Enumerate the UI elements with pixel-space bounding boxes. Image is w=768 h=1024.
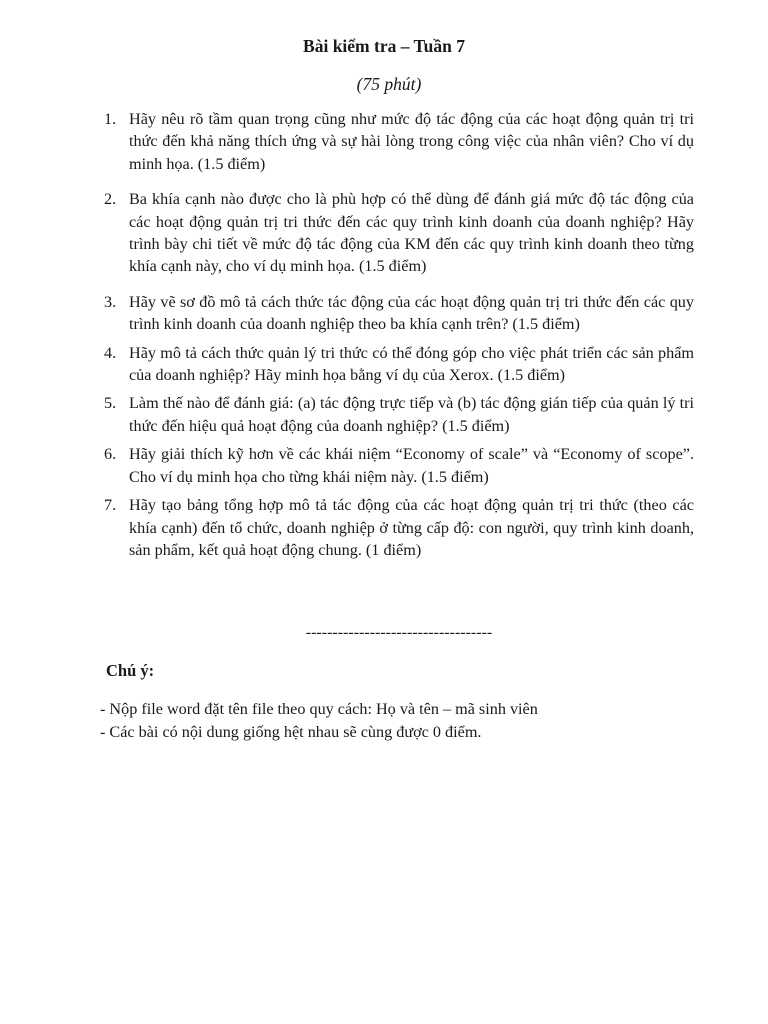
section-separator: -----------------------------------	[305, 624, 493, 641]
question-item	[98, 188, 694, 278]
question-item	[98, 108, 694, 175]
question-number: 6.	[104, 445, 117, 464]
page-subtitle: (75 phút)	[356, 74, 422, 94]
question-text: Hãy nêu rõ tầm quan trọng cũng như mức độ tác động của các hoạt động quản trị tri thức đến khả năng thích ứng và sự hài lòng trong công việc của nhân viên? Cho ví dụ minh họa. (1.5 điểm)	[129, 110, 694, 173]
question-number: 7.	[104, 496, 117, 515]
note-item: - Nộp file word đặt tên file theo quy cách: Họ và tên – mã sinh viên	[100, 700, 538, 718]
question-text: Hãy tạo bảng tổng hợp mô tả tác động của các hoạt động quản trị tri thức (theo các khía cạnh) đến tổ chức, doanh nghiệp ở từng cấp độ: con người, quy trình kinh doanh, sản phẩm, kết quả hoạt động chung. (1 điểm)	[129, 496, 694, 559]
question-text: Hãy giải thích kỹ hơn về các khái niệm “Economy of scale” và “Economy of scope”. Cho ví dụ minh họa cho từng khái niệm này. (1.5 điểm)	[129, 445, 694, 486]
page-title: Bài kiểm tra – Tuần 7	[303, 36, 465, 56]
question-item	[98, 443, 694, 488]
question-number: 3.	[104, 292, 117, 311]
question-text: Hãy mô tả cách thức quản lý tri thức có thể đóng góp cho việc phát triển các sản phẩm của doanh nghiệp? Hãy minh họa bằng ví dụ của Xerox. (1.5 điểm)	[129, 343, 694, 385]
question-item	[98, 291, 694, 336]
note-item: - Các bài có nội dung giống hệt nhau sẽ cùng được 0 điểm.	[100, 722, 482, 741]
question-number: 5.	[104, 394, 117, 413]
question-item	[98, 494, 694, 561]
question-item	[98, 342, 694, 387]
question-number: 4.	[104, 343, 117, 362]
notes-list	[100, 698, 538, 743]
question-list	[98, 108, 694, 561]
question-text: Làm thế nào để đánh giá: (a) tác động trực tiếp và (b) tác động gián tiếp của quản lý tri thức đến hiệu quả hoạt động của doanh nghiệp? (1.5 điểm)	[129, 394, 694, 435]
question-number: 2.	[104, 190, 117, 209]
question-text: Ba khía cạnh nào được cho là phù hợp có thể dùng để đánh giá mức độ tác động của các hoạt động quản trị tri thức đến các quy trình kinh doanh của doanh nghiệp? Hãy trình bày chi tiết về mức độ tác động của KM đến các quy trình kinh doanh theo từng khía cạnh này, cho ví dụ minh họa. (1.5 điểm)	[129, 190, 694, 276]
note-heading: Chú ý:	[106, 661, 155, 680]
question-item	[98, 392, 694, 437]
question-number: 1.	[104, 110, 117, 128]
question-text: Hãy vẽ sơ đồ mô tả cách thức tác động của các hoạt động quản trị tri thức đến các quy trình kinh doanh của doanh nghiệp theo ba khía cạnh trên? (1.5 điểm)	[129, 292, 694, 334]
